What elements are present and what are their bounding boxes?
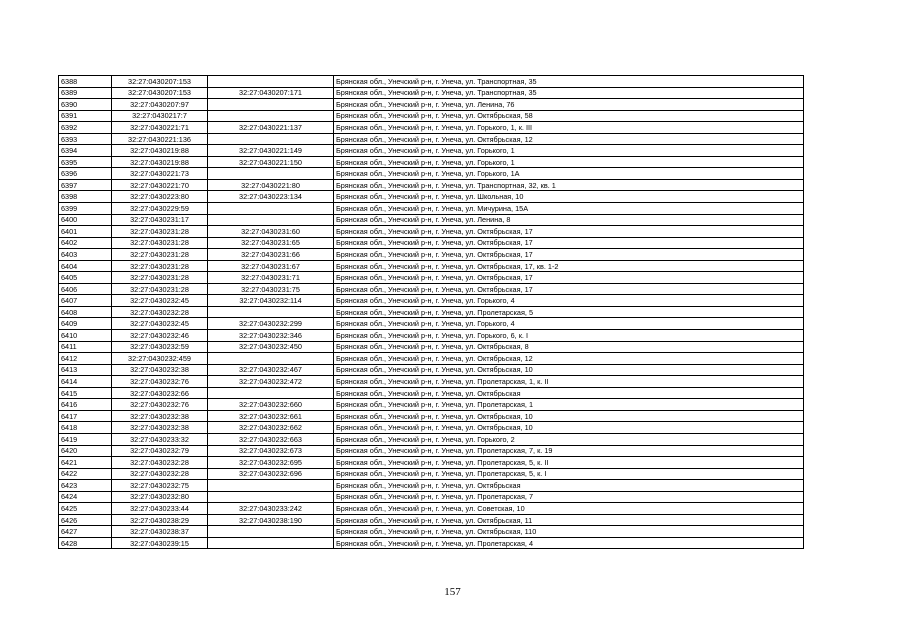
secondary-cadastral-cell xyxy=(208,480,334,492)
cadastral-number-cell: 32:27:0430217:7 xyxy=(112,110,208,122)
cadastral-number-cell: 32:27:0430232:45 xyxy=(112,295,208,307)
row-number-cell: 6413 xyxy=(59,364,112,376)
cadastral-number-cell: 32:27:0430232:59 xyxy=(112,341,208,353)
cadastral-number-cell: 32:27:0430221:136 xyxy=(112,133,208,145)
secondary-cadastral-cell: 32:27:0430238:190 xyxy=(208,514,334,526)
table-row xyxy=(59,457,804,469)
secondary-cadastral-cell: 32:27:0430232:346 xyxy=(208,330,334,342)
secondary-cadastral-cell: 32:27:0430231:65 xyxy=(208,237,334,249)
secondary-cadastral-cell xyxy=(208,133,334,145)
secondary-cadastral-cell: 32:27:0430221:80 xyxy=(208,179,334,191)
table-row xyxy=(59,318,804,330)
row-number-cell: 6421 xyxy=(59,457,112,469)
address-cell: Брянская обл., Унечский р-н, г. Унеча, ул. Октябрьская xyxy=(334,480,804,492)
secondary-cadastral-cell xyxy=(208,99,334,111)
address-cell: Брянская обл., Унечский р-н, г. Унеча, ул. Горького, 6, к. I xyxy=(334,330,804,342)
address-cell: Брянская обл., Унечский р-н, г. Унеча, ул. Октябрьская, 10 xyxy=(334,422,804,434)
row-number-cell: 6423 xyxy=(59,480,112,492)
table-row xyxy=(59,387,804,399)
address-cell: Брянская обл., Унечский р-н, г. Унеча, ул. Транспортная, 35 xyxy=(334,76,804,88)
property-table xyxy=(58,75,804,549)
address-cell: Брянская обл., Унечский р-н, г. Унеча, ул. Пролетарская, 5 xyxy=(334,306,804,318)
row-number-cell: 6422 xyxy=(59,468,112,480)
table-row xyxy=(59,503,804,515)
secondary-cadastral-cell xyxy=(208,526,334,538)
row-number-cell: 6419 xyxy=(59,433,112,445)
table-row xyxy=(59,537,804,549)
cadastral-number-cell: 32:27:0430231:28 xyxy=(112,237,208,249)
row-number-cell: 6411 xyxy=(59,341,112,353)
table-row xyxy=(59,226,804,238)
address-cell: Брянская обл., Унечский р-н, г. Унеча, ул. Транспортная, 35 xyxy=(334,87,804,99)
table-row xyxy=(59,191,804,203)
cadastral-number-cell: 32:27:0430232:46 xyxy=(112,330,208,342)
row-number-cell: 6391 xyxy=(59,110,112,122)
secondary-cadastral-cell: 32:27:0430232:661 xyxy=(208,410,334,422)
table-row xyxy=(59,353,804,365)
row-number-cell: 6409 xyxy=(59,318,112,330)
address-cell: Брянская обл., Унечский р-н, г. Унеча, ул. Пролетарская, 7 xyxy=(334,491,804,503)
secondary-cadastral-cell: 32:27:0430221:150 xyxy=(208,156,334,168)
address-cell: Брянская обл., Унечский р-н, г. Унеча, ул. Октябрьская, 12 xyxy=(334,353,804,365)
cadastral-number-cell: 32:27:0430207:153 xyxy=(112,87,208,99)
address-cell: Брянская обл., Унечский р-н, г. Унеча, ул. Октябрьская, 11 xyxy=(334,514,804,526)
table-row xyxy=(59,99,804,111)
table-row xyxy=(59,110,804,122)
address-cell: Брянская обл., Унечский р-н, г. Унеча, ул. Транспортная, 32, кв. 1 xyxy=(334,179,804,191)
table-row xyxy=(59,422,804,434)
address-cell: Брянская обл., Унечский р-н, г. Унеча, ул. Октябрьская xyxy=(334,387,804,399)
address-cell: Брянская обл., Унечский р-н, г. Унеча, ул. Октябрьская, 17 xyxy=(334,249,804,261)
secondary-cadastral-cell xyxy=(208,306,334,318)
secondary-cadastral-cell xyxy=(208,387,334,399)
cadastral-number-cell: 32:27:0430232:459 xyxy=(112,353,208,365)
table-row xyxy=(59,145,804,157)
address-cell: Брянская обл., Унечский р-н, г. Унеча, ул. Октябрьская, 110 xyxy=(334,526,804,538)
table-row xyxy=(59,526,804,538)
row-number-cell: 6396 xyxy=(59,168,112,180)
row-number-cell: 6424 xyxy=(59,491,112,503)
secondary-cadastral-cell: 32:27:0430231:75 xyxy=(208,283,334,295)
table-row xyxy=(59,295,804,307)
cadastral-number-cell: 32:27:0430232:28 xyxy=(112,457,208,469)
address-cell: Брянская обл., Унечский р-н, г. Унеча, ул. Горького, 4 xyxy=(334,318,804,330)
table-body xyxy=(59,76,804,549)
cadastral-number-cell: 32:27:0430233:44 xyxy=(112,503,208,515)
cadastral-number-cell: 32:27:0430232:80 xyxy=(112,491,208,503)
cadastral-number-cell: 32:27:0430232:28 xyxy=(112,306,208,318)
table-row xyxy=(59,122,804,134)
row-number-cell: 6428 xyxy=(59,537,112,549)
cadastral-number-cell: 32:27:0430232:76 xyxy=(112,399,208,411)
secondary-cadastral-cell: 32:27:0430221:137 xyxy=(208,122,334,134)
table-row xyxy=(59,330,804,342)
secondary-cadastral-cell: 32:27:0430231:60 xyxy=(208,226,334,238)
table-row xyxy=(59,87,804,99)
secondary-cadastral-cell: 32:27:0430223:134 xyxy=(208,191,334,203)
secondary-cadastral-cell xyxy=(208,110,334,122)
address-cell: Брянская обл., Унечский р-н, г. Унеча, ул. Пролетарская, 5, к. I xyxy=(334,468,804,480)
address-cell: Брянская обл., Унечский р-н, г. Унеча, ул. Октябрьская, 10 xyxy=(334,364,804,376)
secondary-cadastral-cell xyxy=(208,353,334,365)
row-number-cell: 6394 xyxy=(59,145,112,157)
table-row xyxy=(59,179,804,191)
row-number-cell: 6402 xyxy=(59,237,112,249)
secondary-cadastral-cell: 32:27:0430232:660 xyxy=(208,399,334,411)
table-row xyxy=(59,399,804,411)
address-cell: Брянская обл., Унечский р-н, г. Унеча, ул. Горького, 2 xyxy=(334,433,804,445)
table-row xyxy=(59,214,804,226)
row-number-cell: 6395 xyxy=(59,156,112,168)
address-cell: Брянская обл., Унечский р-н, г. Унеча, ул. Горького, 1 xyxy=(334,145,804,157)
secondary-cadastral-cell: 32:27:0430233:242 xyxy=(208,503,334,515)
secondary-cadastral-cell: 32:27:0430232:467 xyxy=(208,364,334,376)
cadastral-number-cell: 32:27:0430232:79 xyxy=(112,445,208,457)
table-row xyxy=(59,283,804,295)
row-number-cell: 6389 xyxy=(59,87,112,99)
table-row xyxy=(59,410,804,422)
secondary-cadastral-cell: 32:27:0430231:67 xyxy=(208,260,334,272)
secondary-cadastral-cell: 32:27:0430231:66 xyxy=(208,249,334,261)
address-cell: Брянская обл., Унечский р-н, г. Унеча, ул. Октябрьская, 17 xyxy=(334,272,804,284)
cadastral-number-cell: 32:27:0430239:15 xyxy=(112,537,208,549)
secondary-cadastral-cell: 32:27:0430231:71 xyxy=(208,272,334,284)
cadastral-number-cell: 32:27:0430231:17 xyxy=(112,214,208,226)
cadastral-number-cell: 32:27:0430219:88 xyxy=(112,156,208,168)
cadastral-number-cell: 32:27:0430229:59 xyxy=(112,203,208,215)
cadastral-number-cell: 32:27:0430232:38 xyxy=(112,422,208,434)
address-cell: Брянская обл., Унечский р-н, г. Унеча, ул. Ленина, 8 xyxy=(334,214,804,226)
secondary-cadastral-cell: 32:27:0430232:114 xyxy=(208,295,334,307)
address-cell: Брянская обл., Унечский р-н, г. Унеча, ул. Школьная, 10 xyxy=(334,191,804,203)
address-cell: Брянская обл., Унечский р-н, г. Унеча, ул. Советская, 10 xyxy=(334,503,804,515)
address-cell: Брянская обл., Унечский р-н, г. Унеча, ул. Пролетарская, 7, к. 19 xyxy=(334,445,804,457)
address-cell: Брянская обл., Унечский р-н, г. Унеча, ул. Октябрьская, 8 xyxy=(334,341,804,353)
row-number-cell: 6416 xyxy=(59,399,112,411)
cadastral-number-cell: 32:27:0430221:70 xyxy=(112,179,208,191)
table-row xyxy=(59,433,804,445)
table-row xyxy=(59,203,804,215)
cadastral-number-cell: 32:27:0430207:97 xyxy=(112,99,208,111)
table-row xyxy=(59,306,804,318)
address-cell: Брянская обл., Унечский р-н, г. Унеча, ул. Пролетарская, 1, к. II xyxy=(334,376,804,388)
address-cell: Брянская обл., Унечский р-н, г. Унеча, ул. Горького, 1, к. III xyxy=(334,122,804,134)
table-row xyxy=(59,76,804,88)
secondary-cadastral-cell xyxy=(208,537,334,549)
address-cell: Брянская обл., Унечский р-н, г. Унеча, ул. Октябрьская, 10 xyxy=(334,410,804,422)
table-row xyxy=(59,168,804,180)
table-row xyxy=(59,272,804,284)
cadastral-number-cell: 32:27:0430232:38 xyxy=(112,410,208,422)
table-row xyxy=(59,491,804,503)
row-number-cell: 6390 xyxy=(59,99,112,111)
table-row xyxy=(59,364,804,376)
cadastral-number-cell: 32:27:0430238:37 xyxy=(112,526,208,538)
address-cell: Брянская обл., Унечский р-н, г. Унеча, ул. Ленина, 76 xyxy=(334,99,804,111)
row-number-cell: 6414 xyxy=(59,376,112,388)
row-number-cell: 6401 xyxy=(59,226,112,238)
table-row xyxy=(59,237,804,249)
row-number-cell: 6425 xyxy=(59,503,112,515)
address-cell: Брянская обл., Унечский р-н, г. Унеча, ул. Октябрьская, 17 xyxy=(334,283,804,295)
row-number-cell: 6415 xyxy=(59,387,112,399)
cadastral-number-cell: 32:27:0430231:28 xyxy=(112,283,208,295)
row-number-cell: 6400 xyxy=(59,214,112,226)
secondary-cadastral-cell: 32:27:0430232:299 xyxy=(208,318,334,330)
address-cell: Брянская обл., Унечский р-н, г. Унеча, ул. Октябрьская, 17 xyxy=(334,226,804,238)
page-number: 157 xyxy=(444,586,461,598)
secondary-cadastral-cell: 32:27:0430232:472 xyxy=(208,376,334,388)
row-number-cell: 6404 xyxy=(59,260,112,272)
cadastral-number-cell: 32:27:0430221:71 xyxy=(112,122,208,134)
address-cell: Брянская обл., Унечский р-н, г. Унеча, ул. Октябрьская, 17, кв. 1-2 xyxy=(334,260,804,272)
address-cell: Брянская обл., Унечский р-н, г. Унеча, ул. Пролетарская, 5, к. II xyxy=(334,457,804,469)
table-row xyxy=(59,156,804,168)
row-number-cell: 6408 xyxy=(59,306,112,318)
cadastral-number-cell: 32:27:0430232:66 xyxy=(112,387,208,399)
row-number-cell: 6388 xyxy=(59,76,112,88)
secondary-cadastral-cell: 32:27:0430232:673 xyxy=(208,445,334,457)
address-cell: Брянская обл., Унечский р-н, г. Унеча, ул. Мичурина, 15А xyxy=(334,203,804,215)
secondary-cadastral-cell: 32:27:0430221:149 xyxy=(208,145,334,157)
cadastral-number-cell: 32:27:0430231:28 xyxy=(112,272,208,284)
cadastral-number-cell: 32:27:0430232:75 xyxy=(112,480,208,492)
address-cell: Брянская обл., Унечский р-н, г. Унеча, ул. Октябрьская, 12 xyxy=(334,133,804,145)
table-row xyxy=(59,260,804,272)
secondary-cadastral-cell: 32:27:0430232:663 xyxy=(208,433,334,445)
table-row xyxy=(59,133,804,145)
address-cell: Брянская обл., Унечский р-н, г. Унеча, ул. Октябрьская, 17 xyxy=(334,237,804,249)
address-cell: Брянская обл., Унечский р-н, г. Унеча, ул. Горького, 4 xyxy=(334,295,804,307)
secondary-cadastral-cell xyxy=(208,214,334,226)
address-cell: Брянская обл., Унечский р-н, г. Унеча, ул. Пролетарская, 1 xyxy=(334,399,804,411)
cadastral-number-cell: 32:27:0430231:28 xyxy=(112,226,208,238)
row-number-cell: 6405 xyxy=(59,272,112,284)
table-row xyxy=(59,445,804,457)
address-cell: Брянская обл., Унечский р-н, г. Унеча, ул. Пролетарская, 4 xyxy=(334,537,804,549)
row-number-cell: 6410 xyxy=(59,330,112,342)
table-row xyxy=(59,249,804,261)
row-number-cell: 6418 xyxy=(59,422,112,434)
secondary-cadastral-cell: 32:27:0430207:171 xyxy=(208,87,334,99)
cadastral-number-cell: 32:27:0430231:28 xyxy=(112,260,208,272)
address-cell: Брянская обл., Унечский р-н, г. Унеча, ул. Горького, 1А xyxy=(334,168,804,180)
cadastral-number-cell: 32:27:0430207:153 xyxy=(112,76,208,88)
row-number-cell: 6427 xyxy=(59,526,112,538)
secondary-cadastral-cell: 32:27:0430232:696 xyxy=(208,468,334,480)
table-row xyxy=(59,341,804,353)
cadastral-number-cell: 32:27:0430219:88 xyxy=(112,145,208,157)
row-number-cell: 6412 xyxy=(59,353,112,365)
row-number-cell: 6393 xyxy=(59,133,112,145)
secondary-cadastral-cell: 32:27:0430232:662 xyxy=(208,422,334,434)
secondary-cadastral-cell xyxy=(208,76,334,88)
cadastral-number-cell: 32:27:0430232:38 xyxy=(112,364,208,376)
cadastral-number-cell: 32:27:0430238:29 xyxy=(112,514,208,526)
cadastral-number-cell: 32:27:0430232:76 xyxy=(112,376,208,388)
row-number-cell: 6403 xyxy=(59,249,112,261)
table-row xyxy=(59,468,804,480)
row-number-cell: 6417 xyxy=(59,410,112,422)
cadastral-number-cell: 32:27:0430231:28 xyxy=(112,249,208,261)
cadastral-number-cell: 32:27:0430221:73 xyxy=(112,168,208,180)
row-number-cell: 6420 xyxy=(59,445,112,457)
cadastral-number-cell: 32:27:0430232:45 xyxy=(112,318,208,330)
secondary-cadastral-cell xyxy=(208,168,334,180)
cadastral-number-cell: 32:27:0430223:80 xyxy=(112,191,208,203)
cadastral-number-cell: 32:27:0430233:32 xyxy=(112,433,208,445)
row-number-cell: 6392 xyxy=(59,122,112,134)
row-number-cell: 6398 xyxy=(59,191,112,203)
row-number-cell: 6397 xyxy=(59,179,112,191)
table-row xyxy=(59,480,804,492)
secondary-cadastral-cell: 32:27:0430232:450 xyxy=(208,341,334,353)
table-row xyxy=(59,514,804,526)
address-cell: Брянская обл., Унечский р-н, г. Унеча, ул. Горького, 1 xyxy=(334,156,804,168)
table-row xyxy=(59,376,804,388)
secondary-cadastral-cell xyxy=(208,203,334,215)
row-number-cell: 6426 xyxy=(59,514,112,526)
row-number-cell: 6399 xyxy=(59,203,112,215)
secondary-cadastral-cell: 32:27:0430232:695 xyxy=(208,457,334,469)
row-number-cell: 6406 xyxy=(59,283,112,295)
address-cell: Брянская обл., Унечский р-н, г. Унеча, ул. Октябрьская, 58 xyxy=(334,110,804,122)
row-number-cell: 6407 xyxy=(59,295,112,307)
cadastral-number-cell: 32:27:0430232:28 xyxy=(112,468,208,480)
secondary-cadastral-cell xyxy=(208,491,334,503)
